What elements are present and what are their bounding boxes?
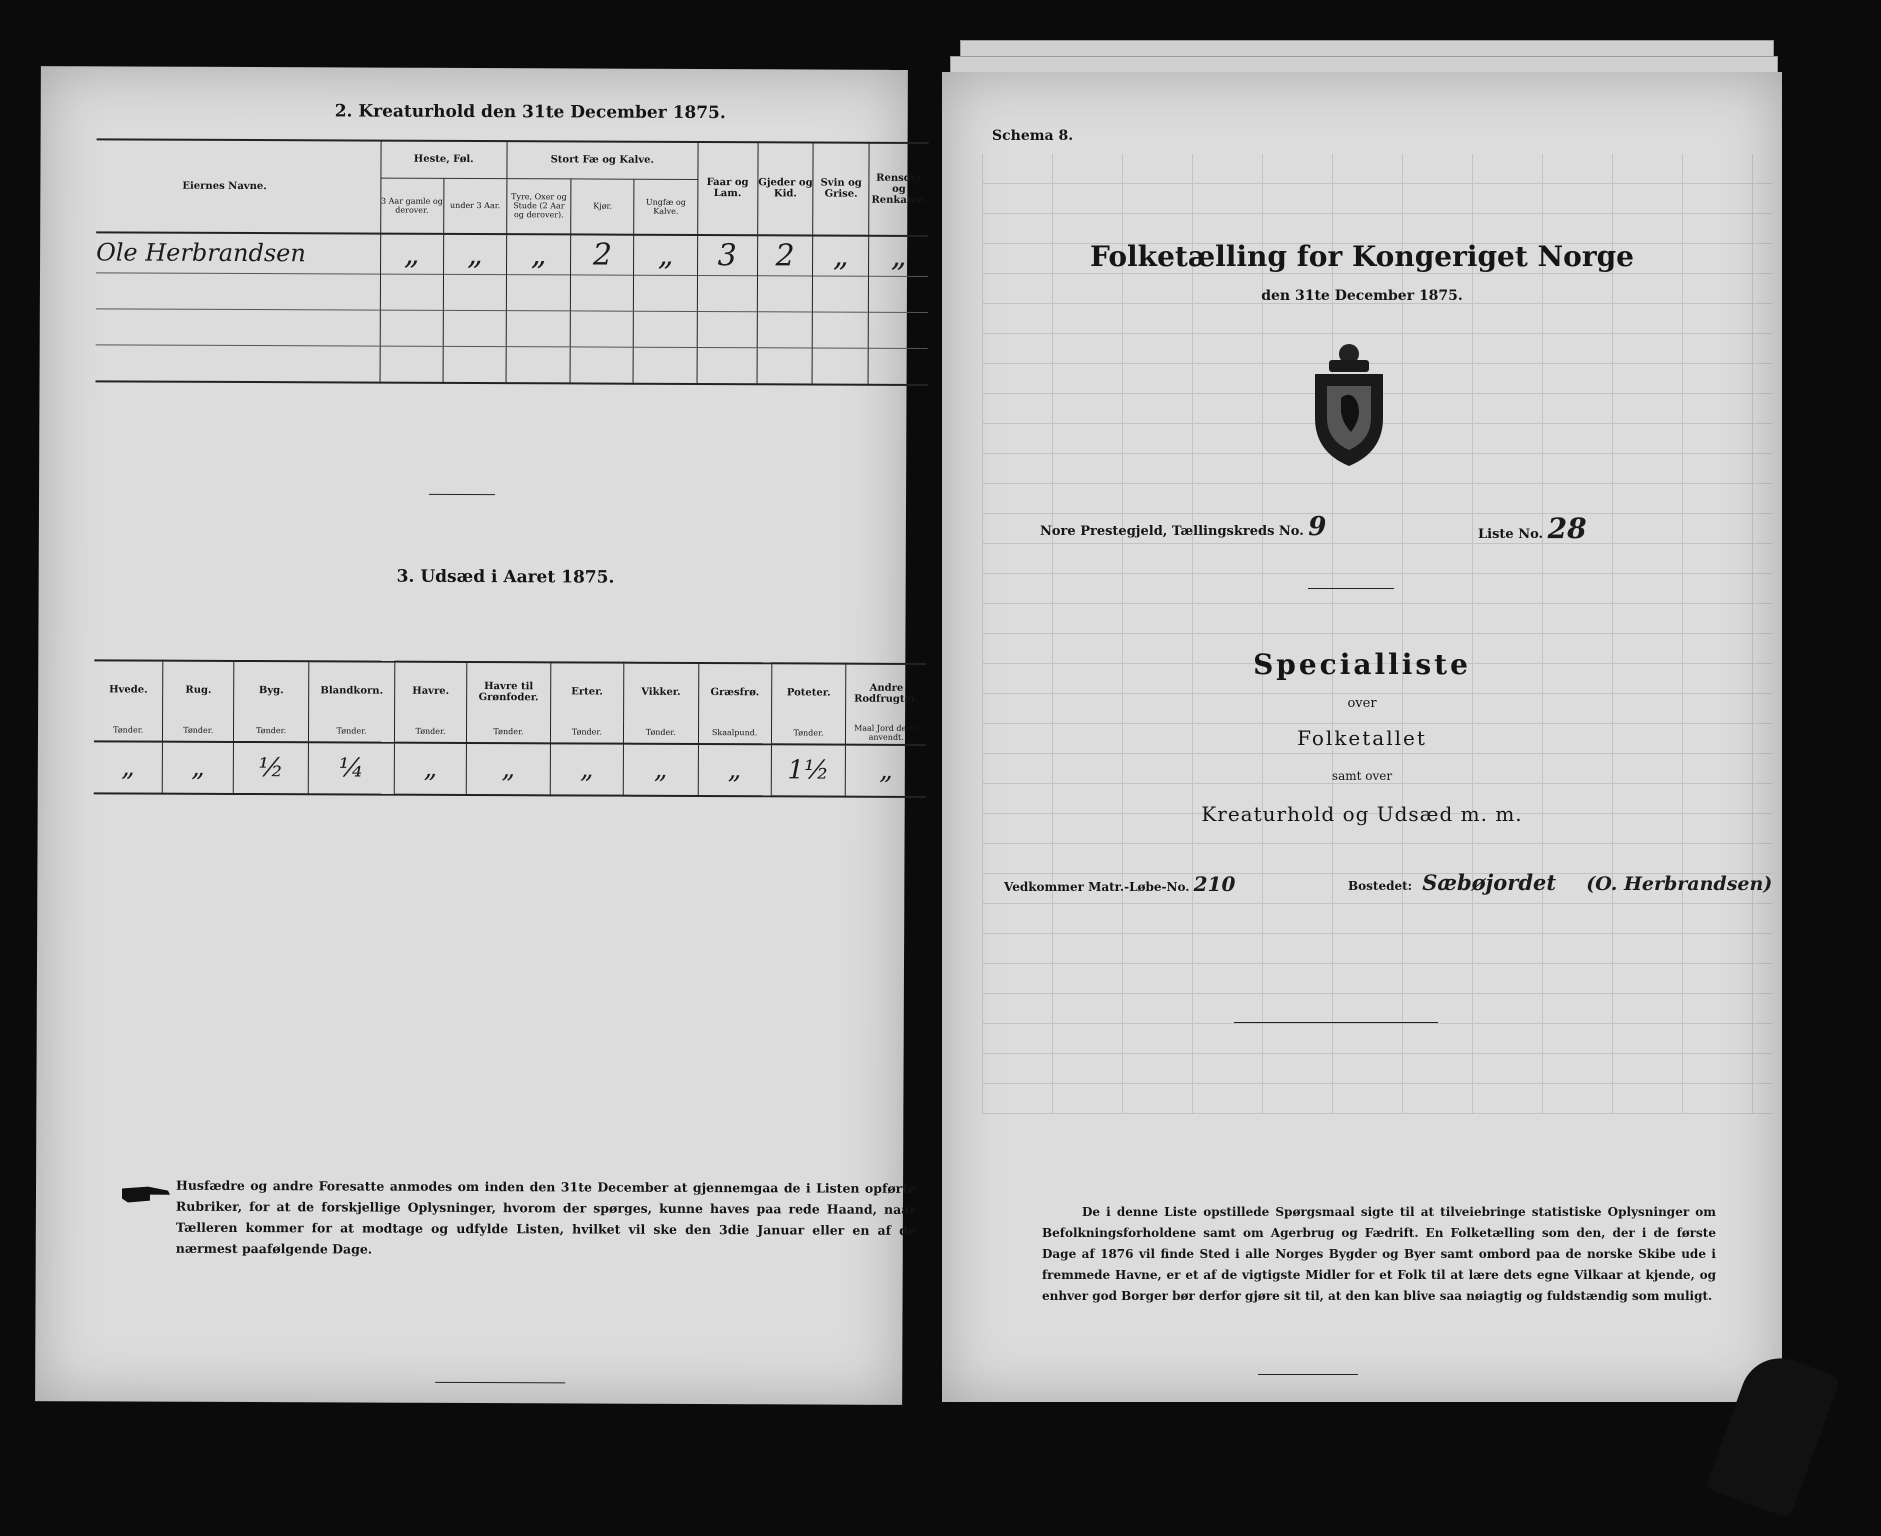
col-faar-header: Faar og Lam. <box>697 142 757 235</box>
seed-col-header: Havre til Grønfoder. <box>467 662 551 720</box>
district-line <box>1040 512 1326 542</box>
bosted-line <box>1348 870 1772 895</box>
cell-rensdyr: „ <box>869 236 929 276</box>
bosted-label: Bostedet: <box>1348 879 1413 893</box>
col-svin-header: Svin og Grise. <box>813 142 869 235</box>
kreaturhold-heading: Kreaturhold og Udsæd m. m. <box>1201 802 1523 826</box>
seed-value-cell: „ <box>550 743 623 795</box>
seed-col-unit: Skaalpund. <box>698 721 771 744</box>
cell-svin: „ <box>813 235 869 275</box>
seed-col-unit: Tønder. <box>395 720 467 743</box>
liste-label: Liste No. <box>1478 527 1544 542</box>
liste-number: 28 <box>1547 512 1587 545</box>
census-title: Folketælling for Kongeriget Norge <box>1090 240 1634 273</box>
section3-title: 3. Udsæd i Aaret 1875. <box>396 566 615 588</box>
seed-value-cell: „ <box>466 743 550 795</box>
cell-gjeder: 2 <box>757 235 813 275</box>
seed-col-header: Græsfrø. <box>698 663 771 721</box>
schema-label: Schema 8. <box>992 128 1074 144</box>
folketallet-heading: Folketallet <box>1297 726 1427 750</box>
seed-col-header: Vikker. <box>623 663 698 721</box>
col-heste-under: under 3 Aar. <box>443 178 506 234</box>
seed-col-unit: Tønder. <box>466 720 550 743</box>
purpose-note: De i denne Liste opstillede Spørgsmaal sigte til at tilveiebringe statistiske Oplysninger om Befolkningsforholdene samt om Agerbrug og Fædrift. En Folketælling som den, der i de første Dage af 1876 vil finde Sted i alle Norges Bygder og Byer samt ombord paa de norske Skibe ude i fremmede Havne, er et af de vigtigste Midler for et Folk til at lære dets egne Vilkaar at kjende, og enhver god Borger bør derfor gjøre sit til, at den kan blive saa nøiagtig og fuldstændig som muligt. <box>1042 1205 1716 1303</box>
seed-value-cell: „ <box>394 743 466 795</box>
col-rensdyr-header: Rensdyr og Renkalve. <box>869 143 929 236</box>
seed-col-header: Rug. <box>163 661 234 719</box>
seed-col-header: Byg. <box>234 661 309 719</box>
seed-value-cell: 1½ <box>771 744 846 796</box>
seed-value-cell: „ <box>846 745 926 797</box>
seed-col-unit: Tønder. <box>234 719 309 742</box>
cell-ungfae: „ <box>634 235 697 275</box>
cell-heste-3aar: „ <box>380 234 443 274</box>
seed-value-cell: „ <box>698 744 771 796</box>
matr-label: Vedkommer Matr.-Løbe-No. <box>1004 880 1190 894</box>
seed-value-cell: ½ <box>233 742 308 794</box>
matr-number: 210 <box>1193 872 1236 896</box>
kreds-number: 9 <box>1308 512 1327 542</box>
section2-title: 2. Kreaturhold den 31te December 1875. <box>334 101 726 124</box>
col-heste-3aar: 3 Aar gamle og derover. <box>380 178 443 234</box>
left-page <box>35 66 927 1405</box>
seed-table <box>94 659 927 798</box>
seed-col-unit: Tønder. <box>623 721 698 744</box>
seed-col-unit: Tønder. <box>94 718 163 741</box>
census-date: den 31te December 1875. <box>1261 288 1463 304</box>
seed-value-cell: „ <box>163 742 234 794</box>
bosted-note: (O. Herbrandsen) <box>1586 873 1773 895</box>
matr-line <box>1004 872 1235 896</box>
seed-value-cell: „ <box>94 741 163 793</box>
divider <box>429 494 495 495</box>
cell-faar: 3 <box>697 235 757 275</box>
livestock-table <box>96 139 929 386</box>
seed-col-unit: Maal Jord dertil anvendt. <box>846 722 926 745</box>
col-tyre: Tyre, Oxer og Stude (2 Aar og derover). <box>507 178 572 234</box>
col-stort-header: Stort Fæ og Kalve. <box>507 141 698 179</box>
col-ungfae: Ungfæ og Kalve. <box>634 179 697 235</box>
divider <box>1258 1374 1358 1375</box>
seed-col-unit: Tønder. <box>309 719 395 742</box>
divider <box>1234 1022 1438 1023</box>
seed-col-header: Poteter. <box>771 663 846 721</box>
prestegjeld-label: Nore Prestegjeld, Tællingskreds No. <box>1040 524 1304 539</box>
seed-col-header: Blandkorn. <box>309 661 395 719</box>
col-name-header: Eiernes Navne. <box>96 139 380 233</box>
bosted-value: Sæbøjordet <box>1422 870 1557 895</box>
cell-tyre: „ <box>506 234 570 274</box>
instruction-note: Husfædre og andre Foresatte anmodes om inden den 31te December at gjennemgaa de i Listen opførte Rubriker, for at de forskjellige Oplysninger, hvorom der spørges, kunne haves paa rede Haand, naar Tælleren kommer for at modtage og udfylde Listen, hvilket vil ske den 3die Januar eller en af de nærmest paafølgende Dage. <box>175 1177 917 1257</box>
divider <box>435 1382 565 1384</box>
specialliste-heading: Specialliste <box>1253 648 1471 681</box>
seed-col-header: Andre Rodfrugter. <box>846 664 926 722</box>
seed-col-header: Hvede. <box>94 660 163 718</box>
samt-over-text: samt over <box>1331 769 1393 783</box>
seed-value-cell: ¼ <box>308 742 394 794</box>
cell-kjor: 2 <box>571 234 634 274</box>
col-kjor: Kjør. <box>571 178 634 234</box>
col-heste-header: Heste, Føl. <box>380 141 507 179</box>
over-text: over <box>1347 696 1377 711</box>
seed-col-header: Havre. <box>395 662 467 720</box>
cell-heste-under: „ <box>443 234 506 274</box>
coat-of-arms-icon <box>1307 340 1391 468</box>
col-gjeder-header: Gjeder og Kid. <box>757 142 813 235</box>
right-page <box>942 72 1782 1402</box>
liste-line <box>1478 512 1587 545</box>
seed-value-cell: „ <box>623 744 698 796</box>
owner-name: Ole Herbrandsen <box>96 232 380 273</box>
seed-col-header: Erter. <box>551 662 624 720</box>
seed-col-unit: Tønder. <box>771 721 846 744</box>
pointing-hand-icon <box>120 1182 172 1204</box>
divider <box>1308 588 1394 589</box>
seed-col-unit: Tønder. <box>163 719 234 742</box>
seed-col-unit: Tønder. <box>550 720 623 743</box>
